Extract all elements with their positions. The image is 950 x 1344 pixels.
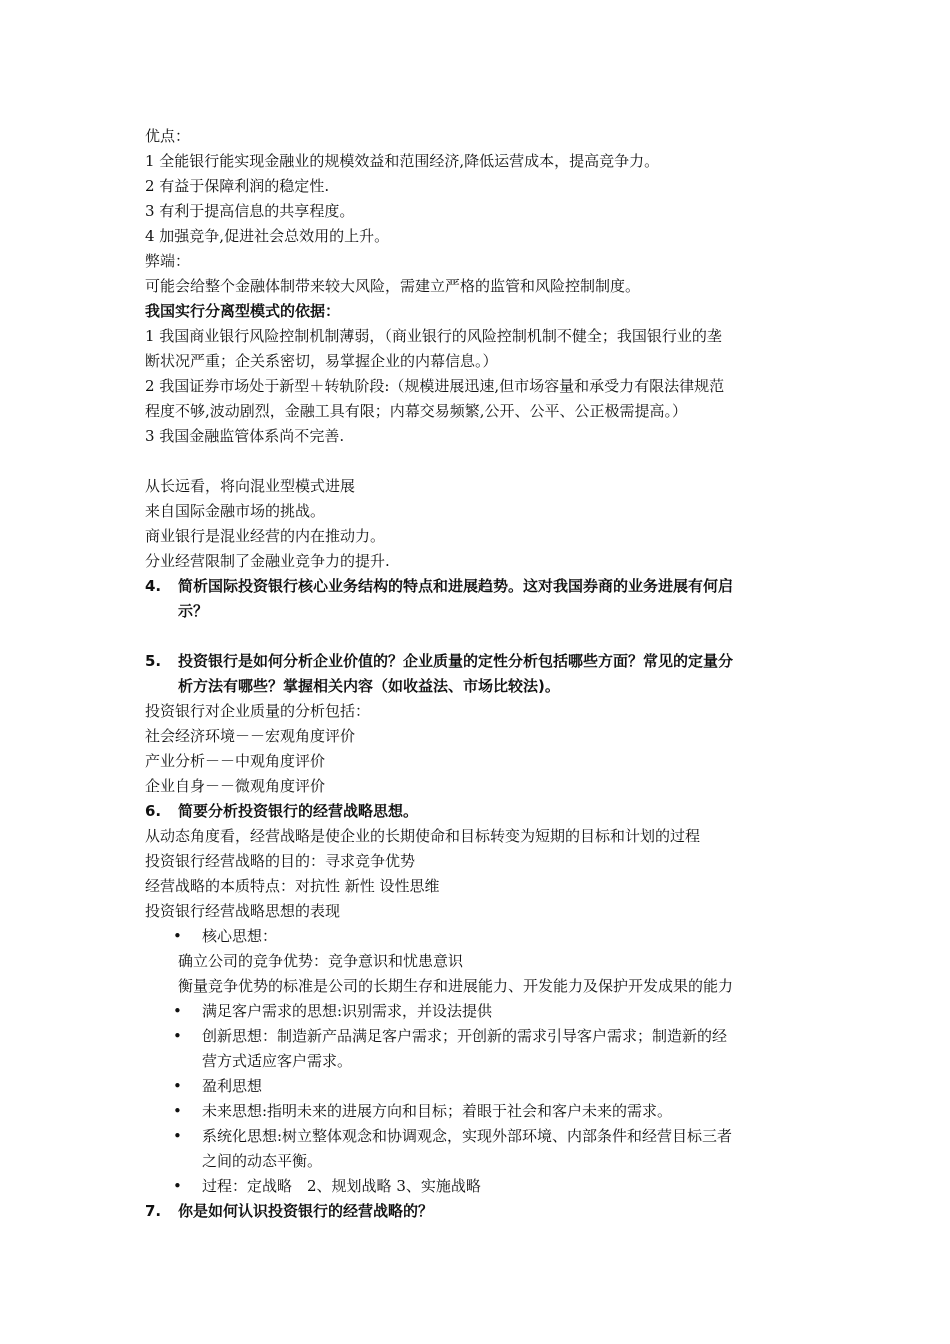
basis-3: 3 我国金融监管体系尚不完善. (145, 427, 345, 445)
bullet-future-text: 未来思想:指明未来的进展方向和目标；着眼于社会和客户未来的需求。 (202, 1102, 673, 1120)
bullet-marker: • (173, 1102, 182, 1120)
q5-answer-a: 投资银行对企业质量的分析包括： (145, 702, 371, 720)
basis-2-line2: 程度不够,波动剧烈，金融工具有限；内幕交易频繁,公开、公平、公正极需提高。） (145, 402, 688, 420)
bullet-marker: • (173, 1002, 182, 1020)
advantage-1: 1 全能银行能实现金融业的规模效益和范围经济,降低运营成本，提高竞争力。 (145, 152, 660, 170)
bullet-systematic-line1: 系统化思想:树立整体观念和协调观念，实现外部环境、内部条件和经营目标三者 (202, 1127, 733, 1145)
document-body (145, 124, 810, 1224)
longterm-2: 来自国际金融市场的挑战。 (145, 502, 326, 520)
longterm-1: 从长远看，将向混业型模式进展 (145, 477, 356, 495)
bullet-systematic-line2: 之间的动态平衡。 (202, 1152, 323, 1170)
disadvantage-1: 可能会给整个金融体制带来较大风险，需建立严格的监管和风险控制制度。 (145, 277, 641, 295)
bullet-marker: • (173, 1027, 182, 1045)
question-4-number: 4. (145, 577, 162, 595)
question-5-line2: 析方法有哪些？掌握相关内容（如收益法、市场比较法)。 (178, 677, 560, 695)
question-4-line2: 示？ (178, 602, 209, 620)
q5-answer-c: 产业分析－－中观角度评价 (145, 752, 326, 770)
q6-answer-b: 投资银行经营战略的目的：寻求竞争优势 (145, 852, 416, 870)
question-5-number: 5. (145, 652, 162, 670)
advantage-2: 2 有益于保障利润的稳定性. (145, 177, 330, 195)
bullet-core-text: 核心思想： (202, 927, 278, 945)
question-4-line1: 简析国际投资银行核心业务结构的特点和进展趋势。这对我国券商的业务进展有何启 (178, 577, 734, 595)
question-7-number: 7. (145, 1202, 162, 1220)
q5-answer-b: 社会经济环境－－宏观角度评价 (145, 727, 356, 745)
q5-answer-d: 企业自身－－微观角度评价 (145, 777, 326, 795)
question-6 (145, 799, 810, 824)
question-7-line1: 你是如何认识投资银行的经营战略的？ (178, 1202, 434, 1220)
advantage-4: 4 加强竞争,促进社会总效用的上升。 (145, 227, 390, 245)
bullet-systematic (145, 1124, 810, 1174)
basis-1-line1: 1 我国商业银行风险控制机制薄弱，（商业银行的风险控制机制不健全；我国银行业的垄 (145, 327, 722, 345)
bullet-innovation-line1: 创新思想：制造新产品满足客户需求；开创新的需求引导客户需求；制造新的经 (202, 1027, 728, 1045)
question-6-number: 6. (145, 802, 162, 820)
question-5 (145, 649, 810, 699)
advantages-heading: 优点： (145, 127, 191, 145)
bullet-process-text: 过程：定战略 2、规划战略 3、实施战略 (202, 1177, 481, 1195)
bullet-marker: • (173, 1127, 182, 1145)
bullet-profit-text: 盈利思想 (202, 1077, 263, 1095)
q6-answer-c: 经营战略的本质特点：对抗性 新性 设性思维 (145, 877, 440, 895)
spacer (145, 624, 810, 649)
question-4 (145, 574, 810, 624)
question-5-line1: 投资银行是如何分析企业价值的？企业质量的定性分析包括哪些方面？常见的定量分 (178, 652, 734, 670)
bullet-innovation-line2: 营方式适应客户需求。 (202, 1052, 353, 1070)
bullet-process (145, 1174, 810, 1199)
core-sub-2: 衡量竞争优势的标准是公司的长期生存和进展能力、开发能力及保护开发成果的能力 (178, 977, 734, 995)
bullet-future (145, 1099, 810, 1124)
bullet-customer-text: 满足客户需求的思想:识别需求，并设法提供 (202, 1002, 493, 1020)
longterm-3: 商业银行是混业经营的内在推动力。 (145, 527, 386, 545)
spacer (145, 449, 810, 474)
bullet-customer (145, 999, 810, 1024)
question-6-line1: 简要分析投资银行的经营战略思想。 (178, 802, 419, 820)
q6-answer-d: 投资银行经营战略思想的表现 (145, 902, 341, 920)
longterm-4: 分业经营限制了金融业竞争力的提升. (145, 552, 390, 570)
bullet-core (145, 924, 810, 949)
bullet-marker: • (173, 1077, 182, 1095)
separation-basis-heading: 我国实行分离型模式的依据： (145, 302, 341, 320)
core-sub-1: 确立公司的竞争优势：竞争意识和忧患意识 (178, 952, 464, 970)
advantage-3: 3 有利于提高信息的共享程度。 (145, 202, 355, 220)
bullet-innovation (145, 1024, 810, 1074)
bullet-profit (145, 1074, 810, 1099)
disadvantages-heading: 弊端： (145, 252, 191, 270)
q6-answer-a: 从动态角度看，经营战略是使企业的长期使命和目标转变为短期的目标和计划的过程 (145, 827, 701, 845)
bullet-marker: • (173, 1177, 182, 1195)
basis-2-line1: 2 我国证券市场处于新型＋转轨阶段:（规模进展迅速,但市场容量和承受力有限法律规范 (145, 377, 725, 395)
question-7 (145, 1199, 810, 1224)
basis-1-line2: 断状况严重；企关系密切，易掌握企业的内幕信息。） (145, 352, 498, 370)
bullet-marker: • (173, 927, 182, 945)
